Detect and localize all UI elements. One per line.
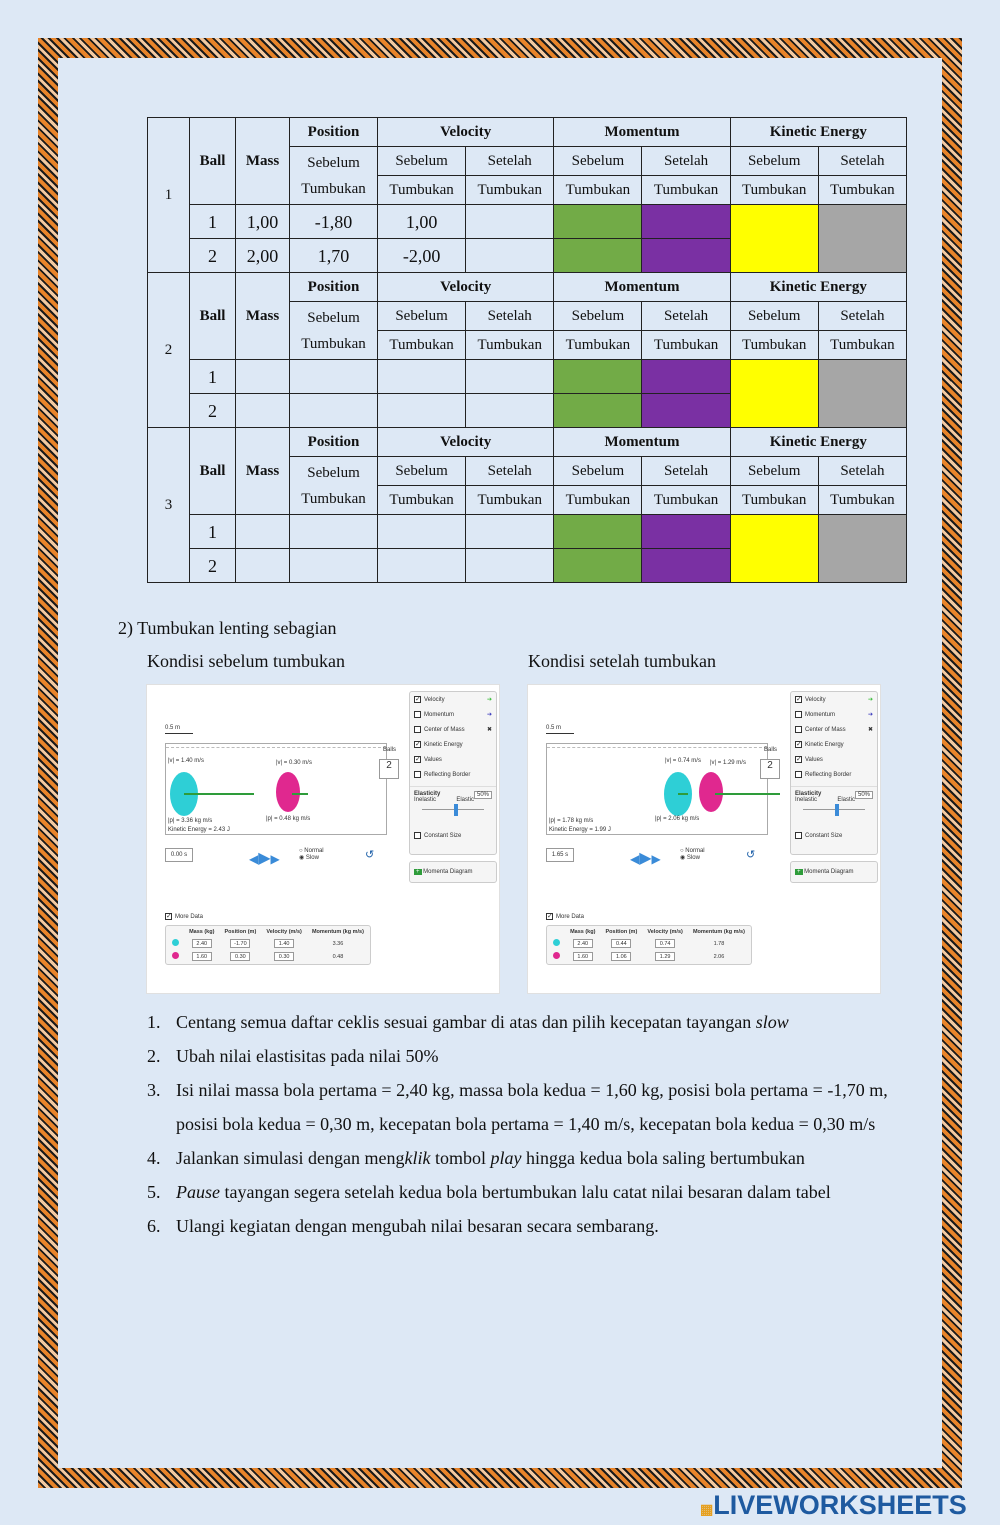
more-data-checkbox[interactable]: ✓ More Data [161, 909, 203, 924]
elasticity-value: 50% [474, 791, 492, 799]
option-checkbox[interactable]: Center of Mass ✖ [410, 722, 496, 737]
ke-before-cell[interactable] [730, 205, 818, 273]
momentum-before-cell[interactable] [554, 549, 642, 583]
ball-cell: 2 [190, 239, 236, 273]
ball-cell: 1 [190, 205, 236, 239]
ke-after-cell[interactable] [818, 205, 906, 273]
option-checkbox[interactable]: ✓ Kinetic Energy [410, 737, 496, 752]
momentum-before-cell[interactable] [554, 360, 642, 394]
velocity-after-cell[interactable] [466, 360, 554, 394]
velocity-before-cell[interactable]: -2,00 [378, 239, 466, 273]
option-checkbox[interactable]: Momentum ➔ [410, 707, 496, 722]
instruction-step: 6. Ulangi kegiatan dengan mengubah nilai besaran secara sembarang. [147, 1216, 659, 1236]
mass-cell[interactable] [236, 360, 290, 394]
position-cell[interactable] [290, 360, 378, 394]
position-cell[interactable] [290, 549, 378, 583]
mass-cell[interactable]: 2,00 [236, 239, 290, 273]
velocity-after-cell[interactable] [466, 205, 554, 239]
momentum-after-cell[interactable] [642, 360, 730, 394]
option-checkbox[interactable]: ✓ Values [791, 752, 877, 767]
velocity-before-cell[interactable] [378, 549, 466, 583]
balls-label: Balls [764, 747, 778, 753]
balls-spinner[interactable]: 2 [760, 759, 780, 779]
velocity-after-cell[interactable] [466, 394, 554, 428]
speed-radio[interactable]: ○ Normal ◉ Slow [680, 848, 705, 861]
velocity-after-cell[interactable] [466, 515, 554, 549]
ball-cell: 2 [190, 549, 236, 583]
momentum-after-cell[interactable] [642, 239, 730, 273]
option-checkbox[interactable]: Reflecting Border [791, 767, 877, 782]
reset-button[interactable]: ↺ [746, 849, 756, 861]
sim-after-screenshot [527, 684, 881, 994]
mass-cell[interactable] [236, 549, 290, 583]
ball-cell: 2 [190, 394, 236, 428]
mass-cell[interactable] [236, 394, 290, 428]
instruction-step: 4. Jalankan simulasi dengan mengklik tombol play hingga kedua bola saling bertumbukan [147, 1148, 805, 1168]
scale-label: 0.5 m [546, 725, 562, 731]
velocity-before-cell[interactable] [378, 360, 466, 394]
option-checkbox[interactable]: ✓ Kinetic Energy [791, 737, 877, 752]
ball-2[interactable] [699, 772, 723, 812]
momenta-diagram-button[interactable]: + Momenta Diagram [790, 861, 878, 883]
options-panel: ✓ Velocity ➔ Momentum ➔ Center of Mass ✖ ✓ Kinetic Energy ✓ Values Reflecting Border Elasticity 50% Inelastic Elastic Constant Size [409, 691, 497, 855]
after-caption: Kondisi setelah tumbukan [528, 651, 716, 671]
position-cell[interactable] [290, 515, 378, 549]
instruction-step: 3. Isi nilai massa bola pertama = 2,40 kg, massa bola kedua = 1,60 kg, posisi bola pertama = -1,70 m, posisi bola kedua = 0,30 m, kecepatan bola pertama = 1,40 m/s, kecepatan bola kedua = 0,30 m/s [147, 1080, 888, 1134]
elasticity-value: 50% [855, 791, 873, 799]
option-checkbox[interactable]: ✓ Velocity ➔ [791, 692, 877, 707]
constant-size-checkbox[interactable]: Constant Size [410, 828, 496, 843]
group-number: 1 [148, 118, 190, 273]
elasticity-slider[interactable] [454, 804, 458, 816]
momentum-after-cell[interactable] [642, 394, 730, 428]
scale-label: 0.5 m [165, 725, 181, 731]
ke-before-cell[interactable] [730, 360, 818, 428]
time-readout: 0.00 s [165, 848, 193, 862]
mass-cell[interactable]: 1,00 [236, 205, 290, 239]
momentum-after-cell[interactable] [642, 549, 730, 583]
momenta-diagram-button[interactable]: + Momenta Diagram [409, 861, 497, 883]
options-panel: ✓ Velocity ➔ Momentum ➔ Center of Mass ✖ ✓ Kinetic Energy ✓ Values Reflecting Border Elasticity 50% Inelastic Elastic Constant Size [790, 691, 878, 855]
option-checkbox[interactable]: Reflecting Border [410, 767, 496, 782]
time-readout: 1.65 s [546, 848, 574, 862]
momentum-after-cell[interactable] [642, 205, 730, 239]
sim-track: |v| = 1.40 m/s |v| = 0.30 m/s |p| = 3.36 kg m/s |p| = 0.48 kg m/s Kinetic Energy = 2.43 J [165, 743, 387, 835]
playback-controls[interactable]: ◀▶▶ [249, 850, 280, 867]
sim-before-screenshot [146, 684, 500, 994]
momentum-before-cell[interactable] [554, 394, 642, 428]
velocity-after-cell[interactable] [466, 239, 554, 273]
velocity-after-cell[interactable] [466, 549, 554, 583]
ke-after-cell[interactable] [818, 515, 906, 583]
option-checkbox[interactable]: Center of Mass ✖ [791, 722, 877, 737]
ke-after-cell[interactable] [818, 360, 906, 428]
elasticity-slider[interactable] [835, 804, 839, 816]
position-cell[interactable] [290, 394, 378, 428]
before-caption: Kondisi sebelum tumbukan [147, 651, 345, 671]
option-checkbox[interactable]: ✓ Velocity ➔ [410, 692, 496, 707]
momentum-after-cell[interactable] [642, 515, 730, 549]
mass-cell[interactable] [236, 515, 290, 549]
more-data-checkbox[interactable]: ✓ More Data [542, 909, 584, 924]
more-data-table: Mass (kg) Position (m) Velocity (m/s) Momentum (kg m/s) 2.40 -1.70 1.40 3.36 1.60 0.30 0.30 0.48 [165, 925, 371, 965]
group-number: 2 [148, 273, 190, 428]
section-title: 2) Tumbukan lenting sebagian [118, 618, 337, 638]
ball-cell: 1 [190, 360, 236, 394]
ball-2[interactable] [276, 772, 300, 812]
instruction-step: 2. Ubah nilai elastisitas pada nilai 50% [147, 1046, 439, 1066]
momentum-before-cell[interactable] [554, 205, 642, 239]
liveworksheets-logo: ▦LIVEWORKSHEETS [700, 1490, 967, 1520]
group-number: 3 [148, 428, 190, 583]
constant-size-checkbox[interactable]: Constant Size [791, 828, 877, 843]
velocity-before-cell[interactable]: 1,00 [378, 205, 466, 239]
balls-label: Balls [383, 747, 397, 753]
momentum-before-cell[interactable] [554, 239, 642, 273]
instruction-list [147, 1005, 892, 1243]
option-checkbox[interactable]: Momentum ➔ [791, 707, 877, 722]
position-cell[interactable]: 1,70 [290, 239, 378, 273]
playback-controls[interactable]: ◀▶▶ [630, 850, 661, 867]
sim-track: |v| = 0.74 m/s |v| = 1.29 m/s |p| = 1.78 kg m/s |p| = 2.06 kg m/s Kinetic Energy = 1.99 J [546, 743, 768, 835]
collision-data-table: 1 Ball Mass Position Velocity Momentum Kinetic Energy Sebelum Tumbukan Sebelum Setelah Sebelum Setelah Sebelum Setelah Tumbukan Tumbukan Tumbukan Tumbukan Tumbukan Tumbukan 1 1,00 -1,80 1,00 2 2,00 1,70 -2,00 2 Ball Mass Position Velocity Momentum Kinetic Energy Sebelum Tumbukan Sebelum Setelah Sebelum Setelah Sebelum Setelah Tumbukan Tumbukan Tumbukan Tumbukan Tumbukan Tumbukan 1 2 3 Ball Mass Position Velocity Momentum Kinetic Energy Sebelum Tumbukan Sebelum Setelah Sebelum Setelah Sebelum Setelah Tumbukan Tumbukan Tumbukan Tumbukan Tumbukan Tumbukan 1 2 [147, 117, 907, 583]
instruction-step: 1. Centang semua daftar ceklis sesuai gambar di atas dan pilih kecepatan tayangan slow [147, 1012, 789, 1032]
option-checkbox[interactable]: ✓ Values [410, 752, 496, 767]
more-data-table: Mass (kg) Position (m) Velocity (m/s) Momentum (kg m/s) 2.40 0.44 0.74 1.78 1.60 1.06 1.29 2.06 [546, 925, 752, 965]
position-cell[interactable]: -1,80 [290, 205, 378, 239]
ball-cell: 1 [190, 515, 236, 549]
velocity-before-cell[interactable] [378, 515, 466, 549]
reset-button[interactable]: ↺ [365, 849, 375, 861]
ke-before-cell[interactable] [730, 515, 818, 583]
instruction-step: 5. Pause tayangan segera setelah kedua bola bertumbukan lalu catat nilai besaran dalam tabel [147, 1182, 831, 1202]
balls-spinner[interactable]: 2 [379, 759, 399, 779]
speed-radio[interactable]: ○ Normal ◉ Slow [299, 848, 324, 861]
momentum-before-cell[interactable] [554, 515, 642, 549]
velocity-before-cell[interactable] [378, 394, 466, 428]
